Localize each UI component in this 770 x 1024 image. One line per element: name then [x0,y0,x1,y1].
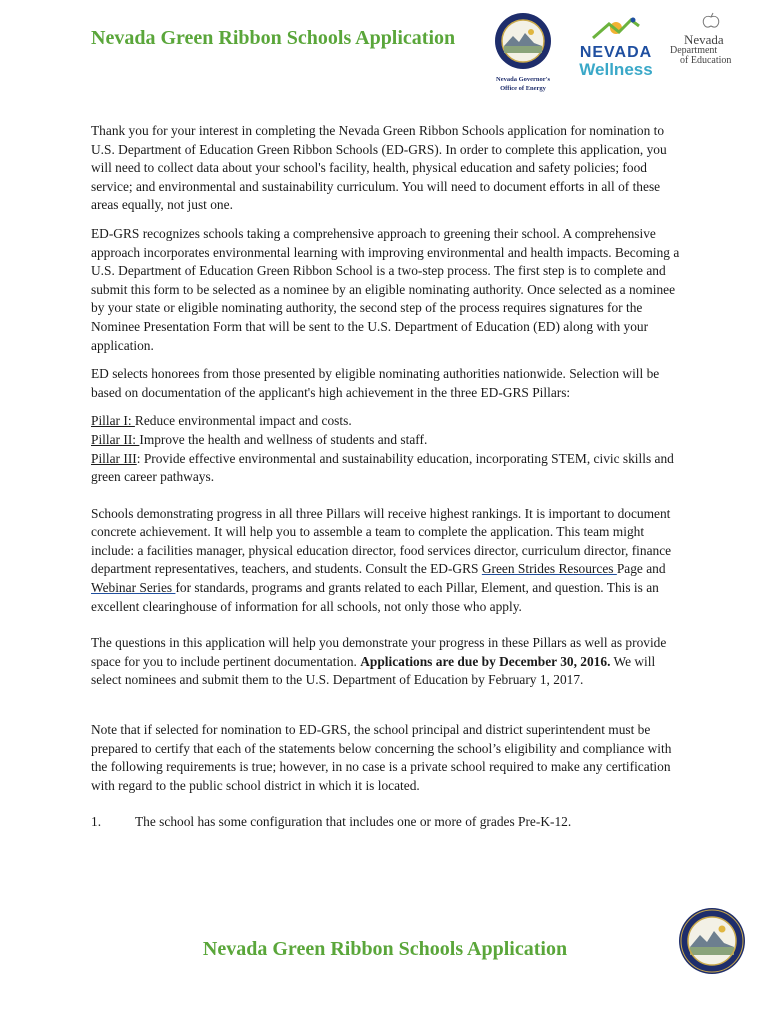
progress-text-c: for standards, programs and grants related to each Pillar, Element, and question. This is an excellent clearinghouse of information for all schools, not only those who apply. [91,580,659,614]
progress-text-b: Page and [616,561,666,577]
state-seal-logo [678,907,746,980]
questions-text-a: The questions in this application will help you demonstrate your progress in these Pillars as well as provide space for you to include pertinent documentation. [91,635,667,669]
pillar-1 [91,412,681,431]
nevada-wellness-logo [578,16,654,79]
questions-text-b: We will select nominees and submit them to the U.S. Department of Education by February 1, 2017. [91,653,656,688]
pillar-2-label: Pillar II: [91,431,140,447]
wellness-logo-line2: Wellness [579,60,653,79]
due-date-notice: Applications are due by December 30, 2016. [360,653,611,669]
intro-paragraph: Thank you for your interest in completing the Nevada Green Ribbon Schools application for nomination to U.S. Department of Education Green Ribbon Schools (ED-GRS). In order to complete this application, you will need to collect data about your school's facility, health, physical education and safety policies; food service; and environmental and sustainability curriculum. You will need to document efforts in all of these areas equally, not just one. [91,123,667,213]
footer-title: Nevada Green Ribbon Schools Application [202,938,568,960]
state-seal-icon [491,12,555,70]
doe-logo-line2: Department [670,45,718,56]
selection-paragraph: ED selects honorees from those presented by eligible nominating authorities nationwide. Selection will be based on documentation of the applicant's high achievement in the three ED-GRS Pillars: [91,366,660,400]
certification-note-paragraph: Note that if selected for nomination to ED-GRS, the school principal and district superintendent must be prepared to certify that each of the statements below concerning the school’s eligibility and compliance with the following requirements is true; however, in no case is a private school required to make any certification with regard to the public school district in which it is located. [91,722,672,793]
doe-logo-line3: of Education [680,55,732,66]
apple-icon [696,12,726,28]
pillars-list [91,412,681,486]
governors-office-of-energy-logo [487,12,559,93]
wellness-logo-line1: NEVADA [579,44,653,61]
questions-paragraph [91,634,681,690]
requirement-item-1 [91,813,681,832]
wellness-figure-icon [589,16,643,40]
green-strides-resources-link[interactable]: Green Strides Resources [481,561,617,577]
doe-logo-line1: Nevada [684,32,724,47]
pillar-2 [91,431,681,450]
pillar-2-text: Improve the health and wellness of students and staff. [139,431,428,447]
progress-text-a: Schools demonstrating progress in all three Pillars will receive highest rankings. It is important to document concrete achievement. It will help you to assemble a team to complete the application. This team might include: a facilities manager, physical education director, food services director, curriculum director, finance department representatives, teachers, and students. Consult the ED-GRS [91,505,672,577]
requirement-text: The school has some configuration that includes one or more of grades Pre-K-12. [135,814,572,830]
nevada-department-of-education-logo [670,12,748,66]
approach-paragraph: ED-GRS recognizes schools taking a comprehensive approach to greening their school. A comprehensive approach incorporates environmental learning with improving environmental and health impacts. Becoming a U.S. Department of Education Green Ribbon School is a two-step process. The first step is to complete and submit this form to be selected as a nominee by an eligible nominating authority. Once selected as a nominee by your state or eligible nominating authority, the second step of the process requires signatures for the Nominee Presentation Form that will be sent to the U.S. Department of Education (ED) along with your application. [91,225,680,353]
document-body [91,122,681,832]
requirement-number: 1. [91,814,102,830]
progress-paragraph [91,505,681,617]
pillar-3-text: : Provide effective environmental and sustainability education, incorporating STEM, civic skills and green career pathways. [91,450,674,485]
state-seal-icon [678,907,746,975]
webinar-series-link[interactable]: Webinar Series [91,580,176,596]
pillar-3 [91,450,681,487]
energy-logo-caption-1: Nevada Governor's [496,76,550,83]
pillar-1-label: Pillar I: [91,413,135,429]
pillar-3-label: Pillar III [91,450,137,466]
page-title: Nevada Green Ribbon Schools Application [91,27,456,49]
energy-logo-caption-2: Office of Energy [500,85,546,92]
pillar-1-text: Reduce environmental impact and costs. [134,413,352,429]
